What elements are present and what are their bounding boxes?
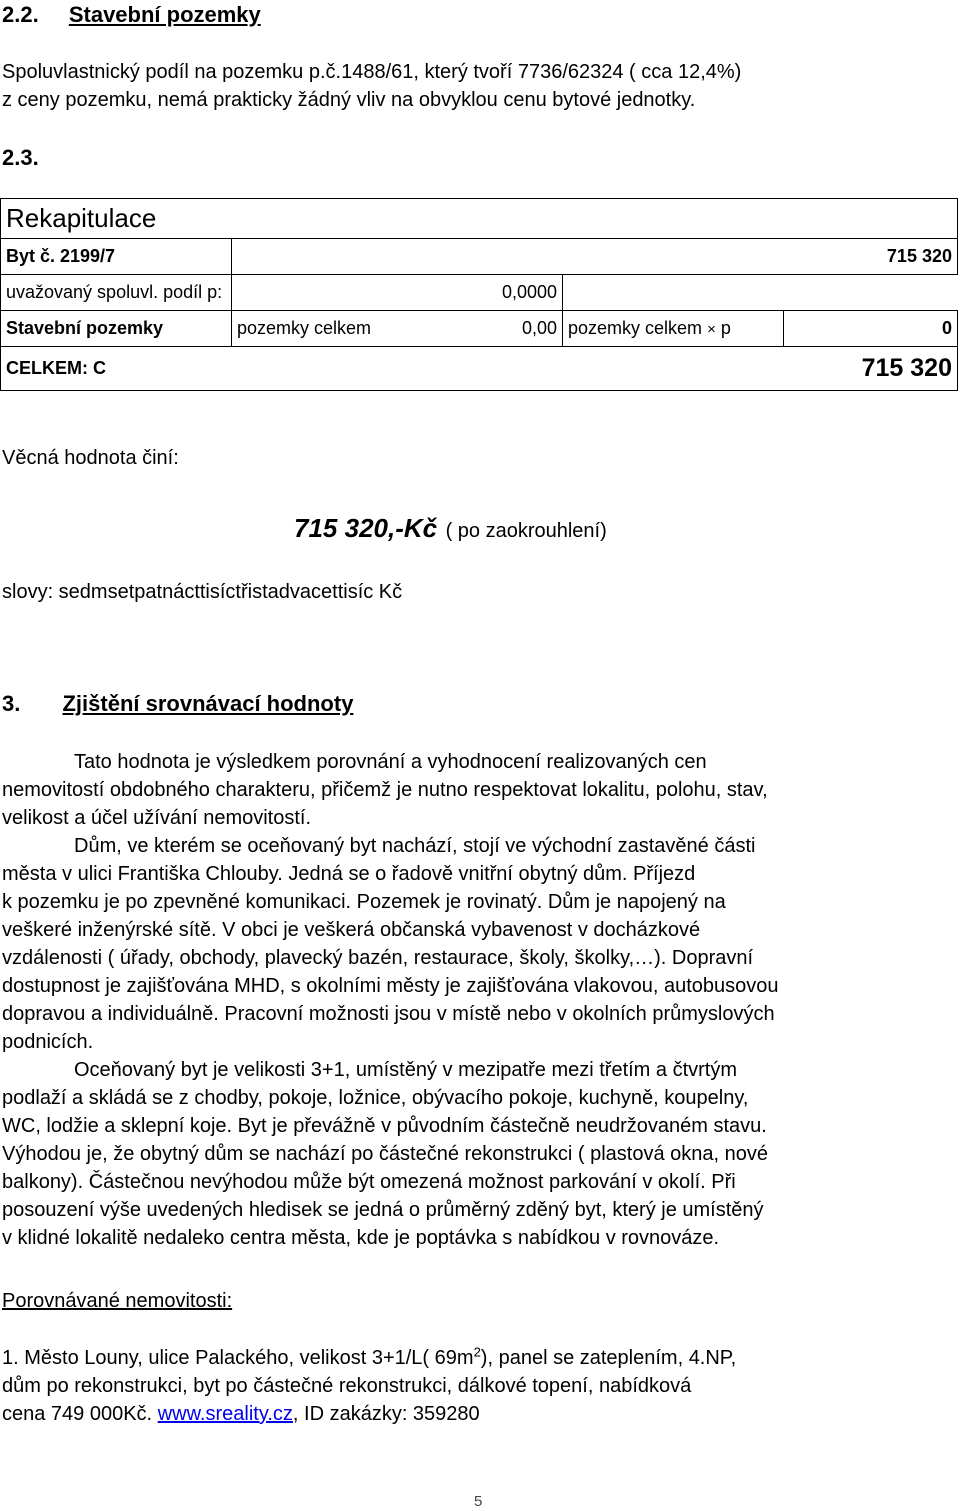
celkem-value: 715 320 [232, 347, 958, 391]
pozemky-label: Stavební pozemky [1, 311, 232, 347]
p-symbol: p [720, 318, 731, 338]
section-3-heading [2, 691, 353, 717]
paragraph-line: podlaží a skládá se z chodby, pokoje, ložnice, obývacího pokoje, kuchyně, koupelny, [2, 1087, 749, 1109]
section-number: 2.2. [2, 2, 39, 27]
paragraph-line: posouzení výše uvedených hledisek se jedná o průměrný zděný byt, který je umístěný [2, 1199, 764, 1221]
porovnavane-item-1-line-3 [2, 1400, 480, 1428]
section-title: Stavební pozemky [68, 2, 261, 27]
paragraph-line: Tato hodnota je výsledkem porovnání a vyhodnocení realizovaných cen [74, 751, 707, 773]
paragraph-line: Oceňovaný byt je velikosti 3+1, umístěný v mezipatře mezi třetím a čtvrtým [74, 1059, 738, 1081]
section-2-2-heading [2, 2, 261, 28]
table-row [1, 347, 958, 391]
paragraph-line: k pozemku je po zpevněné komunikaci. Pozemek je rovinatý. Dům je napojený na [2, 891, 726, 913]
section-number: 3. [2, 691, 21, 716]
pozemky-celkem-text: pozemky celkem [568, 318, 703, 338]
podil-label-cell [1, 275, 232, 311]
vecna-hodnota-note: ( po zaokrouhlení) [445, 520, 607, 542]
section-3-body [2, 748, 958, 1252]
celkem-label: CELKEM: C [1, 347, 232, 391]
empty-cell [563, 275, 958, 311]
vecna-hodnota-label: Věcná hodnota činí: [2, 447, 179, 469]
vecna-hodnota-line [294, 513, 607, 544]
rekapitulace-title: Rekapitulace [1, 199, 958, 239]
paragraph-line: velikost a účel užívání nemovitostí. [2, 807, 312, 829]
rekapitulace-title-row [1, 199, 958, 239]
pozemky-celkem-label: pozemky celkem [232, 311, 403, 347]
paragraph-line: Dům, ve kterém se oceňovaný byt nachází, stojí ve východní zastavěné části [74, 835, 756, 857]
paragraph-line: Výhodou je, že obytný dům se nachází po částečné rekonstrukci ( plastová okna, nové [2, 1143, 768, 1165]
page-number: 5 [474, 1493, 483, 1510]
section-2-2-line-1: Spoluvlastnický podíl na pozemku p.č.1488/61, který tvoří 7736/62324 ( cca 12,4%) [2, 61, 742, 83]
rekapitulace-table [0, 198, 958, 391]
paragraph-line: dostupnost je zajišťována MHD, s okolními městy je zajišťována vlakovou, autobusovou [2, 975, 779, 997]
table-row [1, 239, 958, 275]
podil-value: 0,0000 [232, 275, 563, 311]
item-1-price: cena 749 000Kč. [2, 1403, 158, 1425]
paragraph-line: vzdálenosti ( úřady, obchody, plavecký bazén, restaurace, školy, školky,…). Dopravní [2, 947, 754, 969]
pozemky-result: 0 [784, 311, 958, 347]
porovnavane-heading: Porovnávané nemovitosti: [2, 1290, 233, 1312]
byt-value: 715 320 [232, 239, 958, 275]
porovnavane-item-1-line-2: dům po rekonstrukci, byt po částečné rekonstrukci, dálkové topení, nabídková [2, 1375, 692, 1397]
paragraph-line: dopravou a individuálně. Pracovní možnosti jsou v místě nebo v okolních průmyslových [2, 1003, 775, 1025]
table-row [1, 275, 958, 311]
paragraph-line: veškeré inženýrské sítě. V obci je veškerá občanská vybavenost v docházkové [2, 919, 701, 941]
podil-label: uvažovaný spoluvl. podíl p: [6, 282, 223, 302]
paragraph-line: nemovitostí obdobného charakteru, přičemž je nutno respektovat lokalitu, polohu, stav, [2, 779, 768, 801]
porovnavane-item-1-line-1 [2, 1344, 736, 1372]
paragraph-line: balkony). Částečnou nevýhodou může být omezená možnost parkování v okolí. Při [2, 1171, 736, 1193]
paragraph-line: města v ulici Františka Chlouby. Jedná se o řadově vnitřní obytný dům. Příjezd [2, 863, 696, 885]
vecna-hodnota-value: 715 320,-Kč [294, 513, 438, 543]
times-symbol: × [707, 321, 716, 338]
item-1-text-b: ), panel se zateplením, 4.NP, [480, 1347, 737, 1369]
vecna-hodnota-slovy: slovy: sedmsetpatnácttisíctřistadvacettisíc Kč [2, 581, 403, 603]
section-2-2-line-2: z ceny pozemku, nemá prakticky žádný vliv na obvyklou cenu bytové jednotky. [2, 89, 696, 111]
pozemky-celkem-p-label [563, 311, 784, 347]
byt-label: Byt č. 2199/7 [1, 239, 232, 275]
pozemky-celkem-value: 0,00 [402, 311, 563, 347]
item-1-text-a: 1. Město Louny, ulice Palackého, velikost 3+1/L( 69m [2, 1347, 474, 1369]
section-2-3-number: 2.3. [2, 145, 39, 170]
section-title: Zjištění srovnávací hodnoty [62, 691, 354, 716]
paragraph-line: v klidné lokalitě nedaleko centra města, kde je poptávka s nabídkou v rovnováze. [2, 1227, 720, 1249]
paragraph-line: podnicích. [2, 1031, 94, 1053]
paragraph-line: WC, lodžie a sklepní koje. Byt je převážně v původním částečně neudržovaném stavu. [2, 1115, 767, 1137]
item-1-id: , ID zakázky: 359280 [292, 1403, 480, 1425]
superscript-2: 2 [473, 1344, 481, 1360]
sreality-link[interactable]: www.sreality.cz [157, 1403, 293, 1425]
table-row [1, 311, 958, 347]
